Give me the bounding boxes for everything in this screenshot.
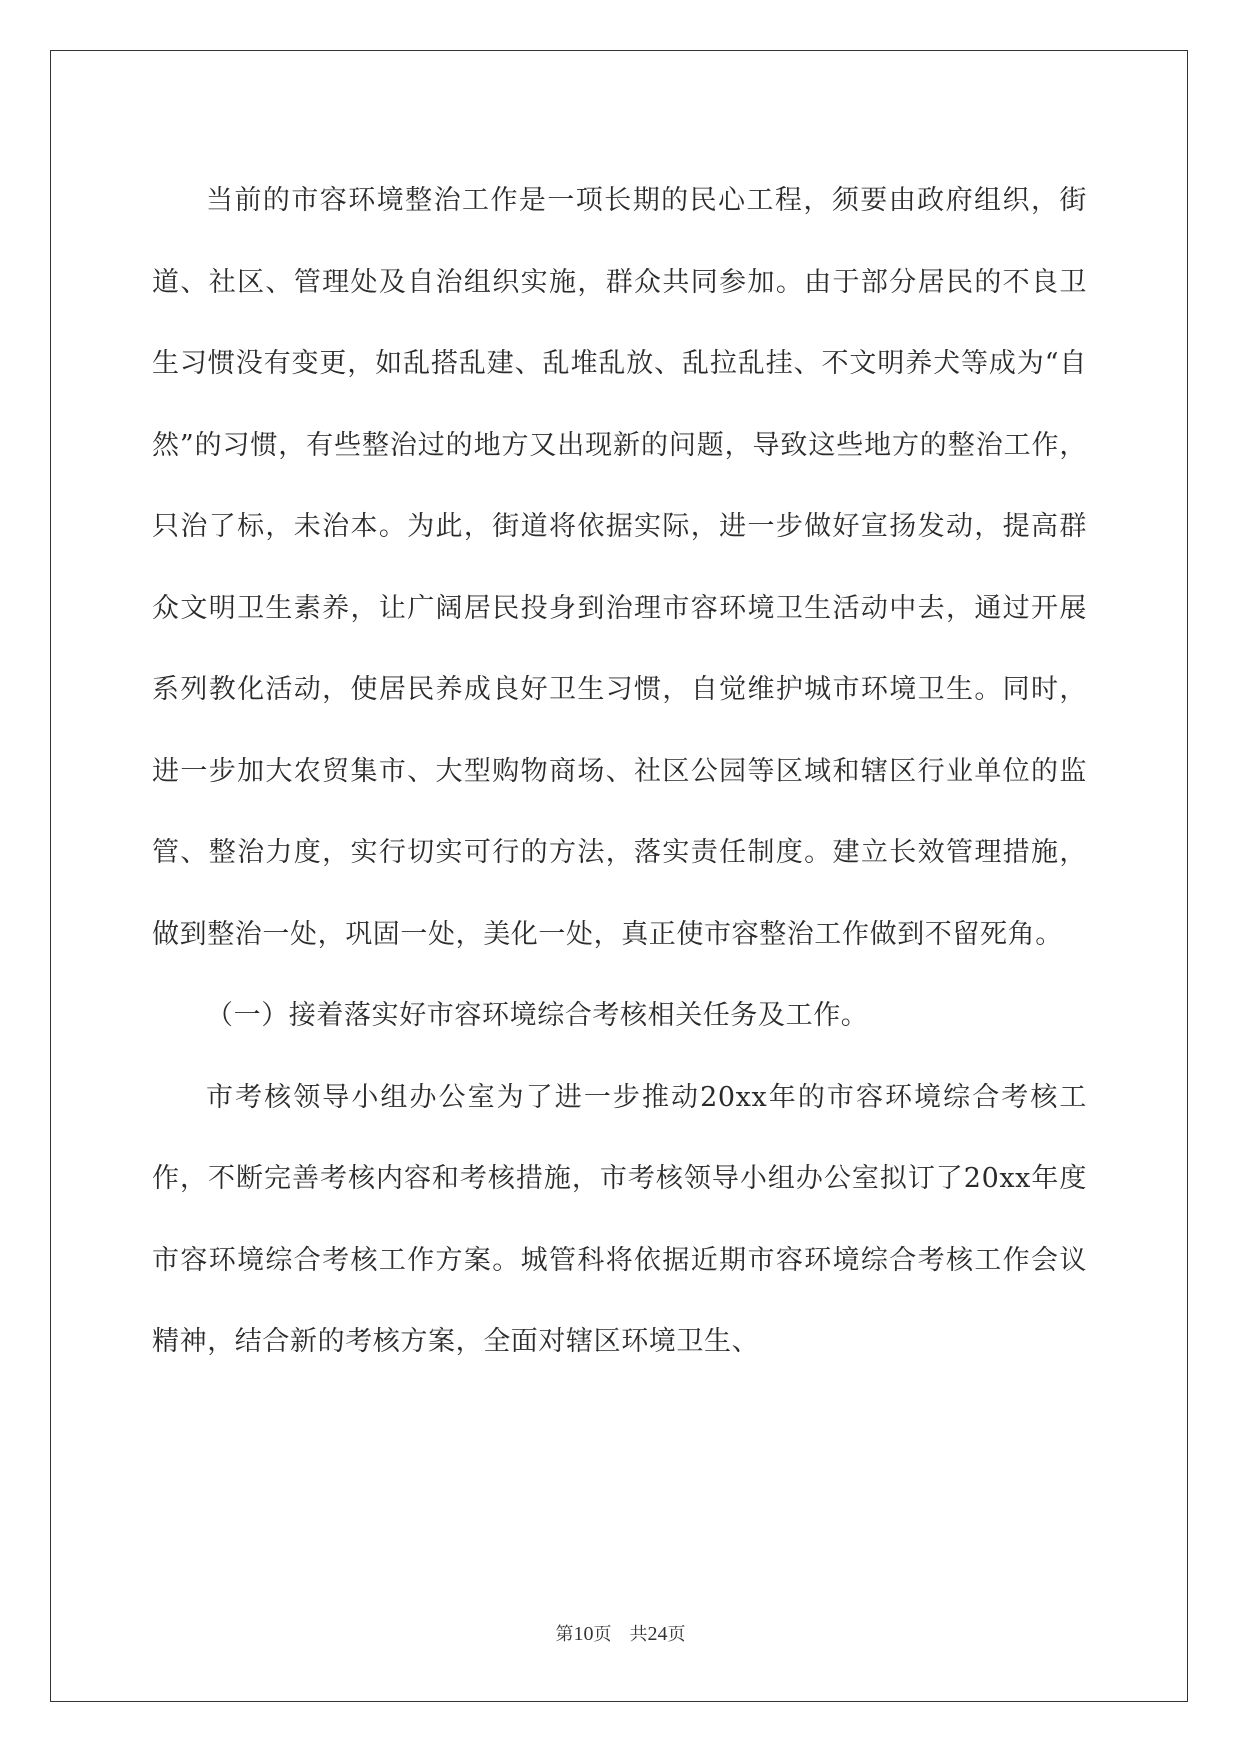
document-body [152, 160, 1087, 1383]
footer-total-pages: 24 [647, 1623, 668, 1645]
paragraph-3: 市考核领导小组办公室为了进一步推动20xx年的市容环境综合考核工作，不断完善考核内容和考核措施，市考核领导小组办公室拟订了20xx年度市容环境综合考核工作方案。城管科将依据近期市容环境综合考核工作会议精神，结合新的考核方案，全面对辖区环境卫生、 [152, 1081, 1087, 1357]
footer-page-suffix: 页 [593, 1624, 612, 1645]
footer-page-prefix: 第 [555, 1624, 574, 1645]
footer-total-suffix: 页 [667, 1624, 686, 1645]
paragraph-2: （一）接着落实好市容环境综合考核相关任务及工作。 [206, 1000, 869, 1031]
footer-page-number: 10 [573, 1623, 594, 1645]
paragraph-1: 当前的市容环境整治工作是一项长期的民心工程，须要由政府组织，街道、社区、管理处及自治组织实施，群众共同参加。由于部分居民的不良卫生习惯没有变更，如乱搭乱建、乱堆乱放、乱拉乱挂、不文明养犬等成为“自然”的习惯，有些整治过的地方又出现新的问题，导致这些地方的整治工作，只治了标，未治本。为此，街道将依据实际，进一步做好宣扬发动，提高群众文明卫生素养，让广阔居民投身到治理市容环境卫生活动中去，通过开展系列教化活动，使居民养成良好卫生习惯，自觉维护城市环境卫生。同时，进一步加大农贸集市、大型购物商场、社区公园等区域和辖区行业单位的监管、整治力度，实行切实可行的方法，落实责任制度。建立长效管理措施，做到整治一处，巩固一处，美化一处，真正使市容整治工作做到不留死角。 [152, 185, 1087, 950]
page-footer [0, 1620, 1241, 1646]
footer-total-prefix: 共 [629, 1624, 648, 1645]
